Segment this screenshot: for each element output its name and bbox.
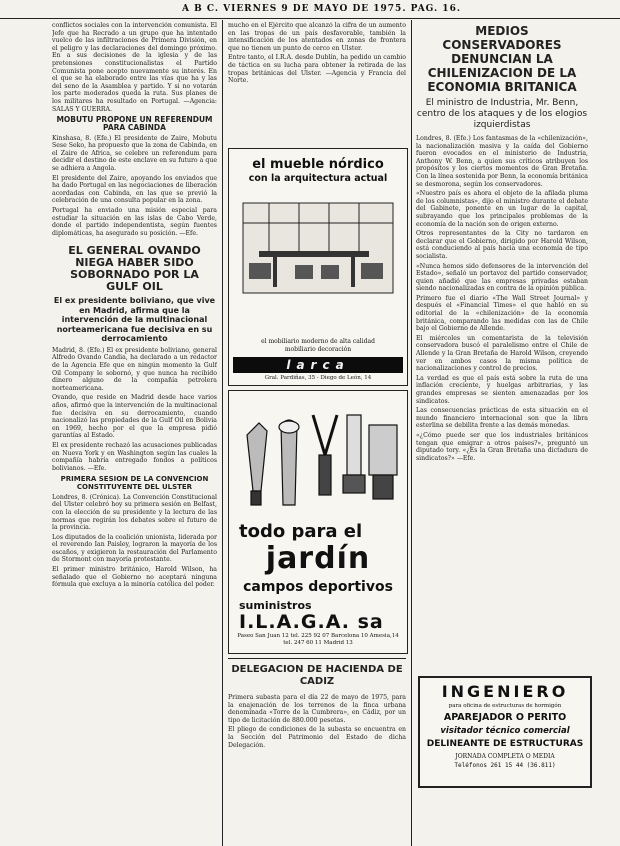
ovando-headline: EL GENERAL OVANDO NIEGA HABER SIDO SOBORNADO POR LA GULF OIL — [68, 244, 201, 294]
job-line: para oficina de estructuras de hormigón — [448, 703, 562, 709]
medios-headline: MEDIOS CONSERVADORES DENUNCIAN LA CHILENIZACION DE LA ECONOMIA BRITANICA — [427, 24, 577, 94]
page-header: A B C. VIERNES 9 DE MAYO DE 1975. PAG. 16. — [182, 4, 461, 14]
garden-tools-illustration — [229, 395, 407, 515]
job-title: INGENIERO — [441, 682, 569, 701]
header-rule — [0, 18, 620, 19]
right-column — [416, 22, 588, 618]
ad-caption: el mobiliario moderno de alta calidad — [261, 338, 375, 345]
right-paragraph: Las consecuencias prácticas de esta situación en el mundo financiero internacional son que la libra esterlina se debilita frente a las demás monedas. — [416, 407, 588, 430]
right-paragraph: Primero fue el diario «The Wall Street Journal» y después el «Financial Times» el que habló en su editorial de la «chilenización» de la economía británica, comparando las medidas con las de Chile bajo el Gobierno de Allende. — [416, 294, 588, 333]
larca-logo: larca — [233, 357, 403, 373]
job-phone: Teléfonos 261 15 44 (36.811) — [454, 762, 556, 769]
middle-paragraph: mucho en el Ejército que alcanzó la cifra de un aumento en las tropas de un país desfavorable, también la intensificación de los atentados en zonas de frontera que no tienen un punto de cerco en Ulster. — [228, 22, 406, 52]
ad-address: Gral. Pardiñas, 35 - Diego de León, 14 — [264, 375, 372, 381]
ad-line: suministros — [239, 599, 312, 612]
right-paragraph: El miércoles un comentarista de la televisión conservadora buscó el paralelismo entre el Chile de Allende y la Gran Bretaña de Harold Wilson, creyendo ver en ambos casos la misma política de nacionalizaciones y control de precios. — [416, 334, 588, 373]
left-paragraph: Kinshasa, 8. (Efe.) El presidente de Zaire, Mobutu Sese Seko, ha propuesto que la zona de Cabinda, en el Zaire de Africa, se celebre un referendum para decidir el destino de este enclave en su futuro a que se adhiera a Angola. — [52, 134, 217, 172]
job-ad — [418, 676, 592, 788]
right-paragraph: «Nuestro país es ahora el objeto de la afilada pluma de los columnistas», dijo el ministro durante el debate del Gabinete, ponente en un lugar de la capital, subrayando que los principales problemas de la economía de la nación son de origen externo. — [416, 190, 588, 228]
ad-subheadline: con la arquitectura actual — [248, 173, 388, 184]
column-rule — [411, 20, 412, 846]
job-line: visitador técnico comercial — [440, 726, 570, 736]
middle-paragraph: Entre tanto, el I.R.A. desde Dublín, ha pedido un cambio de táctica en su lucha para obtener la retirada de las tropas británicas del Ulster. —Agencia y Francia del Norte. — [228, 54, 406, 85]
left-paragraph: conflictos sociales con la intervención comunista. El Jefe que ha Recrado a un grupo que ha intentado vuelco de las infiltraciones de Primera División, en el peligro y las declaraciones del domingo próximo. En a sus decisiones de la iglesia y de las pretensiones constitucionalistas el Partido Comunista pone acepto nuevamente su interés. En el que se ha elaborado entre las vías que ha y las del seno de la Asamblea y partido. Y si no votarán los parte moderados queda la ruta. Sus planes de los militares ha resultado en Portugal. —Agencia: SALAS Y GUERRA. — [52, 22, 217, 113]
section-rule — [228, 658, 406, 659]
left-paragraph: Madrid, 8. (Efe.) El ex presidente boliviano, general Alfredo Ovando Candia, ha declarado a un redactor de la Agencia Efe que en ningún momento la Gulf Oil Company le sobornó, y que nunca ha recibido dinero alguno de la compañía petrolera norteamericana. — [52, 346, 217, 392]
ovando-subheadline: El ex presidente boliviano, que vive en Madrid, afirma que la intervención de la multinacional norteamericana fue decisiva en su derrocamiento — [53, 296, 216, 344]
ad-jardin: jardín — [265, 541, 371, 576]
job-line: APAREJADOR O PERITO — [443, 712, 567, 723]
ulster-headline: PRIMERA SESION DE LA CONVENCION CONSTITUYENTE DEL ULSTER — [60, 475, 209, 492]
middle-top-text — [228, 22, 406, 140]
medios-subheadline: El ministro de Industria, Mr. Benn, centro de los ataques y de los elogios izquierdistas — [416, 98, 588, 130]
furniture-ad — [228, 148, 408, 386]
left-paragraph: El ex presidente rechazó las acusaciones publicadas en Nueva York y en Washington según las cuales la compañía habría entregado fondos a políticos bolivianos. —Efe. — [52, 441, 217, 472]
column-rule — [222, 20, 223, 846]
furniture-illustration — [229, 193, 407, 333]
left-paragraph: Portugal ha enviado una misión especial para estudiar la situación en las islas de Cabo Verde, donde el partido independentista, según fuentes diplomáticas, ha asegurado su posición. —Efe. — [52, 206, 217, 237]
left-paragraph: El primer ministro británico, Harold Wilson, ha señalado que el Gobierno no aceptará ninguna fórmula que excluya a la minoría católica del poder. — [52, 566, 217, 589]
middle-paragraph: El pliego de condiciones de la subasta se encuentra en la Sección del Patrimonio del Estado de dicha Delegación. — [228, 726, 406, 749]
right-paragraph: Londres, 8. (Efe.) Los fantasmas de la «chilenización», la nacionalización masiva y la caída del Gobierno fueron evocados en el ministerio de Industria, Anthony W. Benn, a quien sus críticos atribuyen los propósitos y los ciertos momentos de Gran Bretaña. Con la línea sostenida por Benn, la economía británica se desmorona, según los conservadores. — [416, 135, 588, 188]
ad-address: Paseo San Juan 12 tel. 225 92 07 Barcelona 10 Amesia,14 tel. 247 60 11 Madrid 13 — [237, 633, 399, 646]
left-paragraph: Los diputados de la coalición unionista, liderada por el reverendo Ian Paisley, lograron la mayoría de los escaños, y exigieron la restauración del Parlamento de Stormont con mayoría protestante. — [52, 533, 217, 564]
left-column — [52, 22, 217, 844]
hacienda-section — [228, 662, 406, 802]
right-paragraph: «¿Cómo puede ser que los industriales británicos tengan que emigrar a otros países?», preguntó un diputado tory. «¿Es la Gran Bretaña una dictadura de sindicatos?» —Efe. — [416, 431, 588, 462]
job-line: DELINEANTE DE ESTRUCTURAS — [426, 739, 584, 749]
hacienda-headline: DELEGACION DE HACIENDA DE CADIZ — [231, 664, 403, 687]
left-paragraph: Ovando, que reside en Madrid desde hace varios años, afirmó que la intervención de la multinacional fue decisiva en su derrocamiento, cuando nacionalizó las propiedades de la Gulf Oil en Bolivia en 1969, hecho por el que la empresa pidió garantías al Estado. — [52, 394, 217, 440]
ad-headline: el mueble nórdico — [252, 157, 384, 172]
left-paragraph: Londres, 8. (Crónica). La Convención Constitucional del Ulster celebró hoy su primera sesión en Belfast, con la elección de su presidente y la lectura de las normas que regirán los debates sobre el futuro de la provincia. — [52, 493, 217, 532]
ad-caption: mobiliario decoración — [284, 346, 352, 353]
ilaga-logo: I.L.A.G.A. sa — [239, 611, 384, 633]
left-paragraph: El presidente del Zaire, apoyando los enviados que ha dado Portugal en las negociaciones de liberación acordadas con Cabinda, en las que se previó la celebración de una consulta popular en la zona. — [52, 174, 217, 205]
ad-line: todo para el — [239, 521, 363, 542]
right-paragraph: La verdad es que el país está sobre la ruta de una inflación creciente, y huelgas arbitrarias, y las grandes empresas se sienten amenazadas por los sindicatos. — [416, 374, 588, 405]
garden-ad — [228, 390, 408, 654]
right-paragraph: Otros representantes de la City no tardaron en declarar que el Gobierno, dirigido por Harold Wilson, está conduciendo al país hacia una economía de tipo socialista. — [416, 230, 588, 260]
ad-line: campos deportivos — [243, 579, 393, 595]
job-line: JORNADA COMPLETA O MEDIA — [455, 753, 555, 760]
middle-paragraph: Primera subasta para el día 22 de mayo de 1975, para la enajenación de los terrenos de la finca urbana denominada «Torre de la Cumbrera», en Cádiz, por un tipo de licitación de 880.000 pesetas. — [228, 694, 406, 724]
mobutu-headline: MOBUTU PROPONE UN REFERENDUM PARA CABINDA — [56, 115, 213, 133]
right-paragraph: «Nunca hemos sido defensores de la intervención del Estado», señaló un portavoz del partido conservador, quien añadió que las empresas privadas estaban siendo nacionalizadas en contra de la opinión pública. — [416, 262, 588, 293]
